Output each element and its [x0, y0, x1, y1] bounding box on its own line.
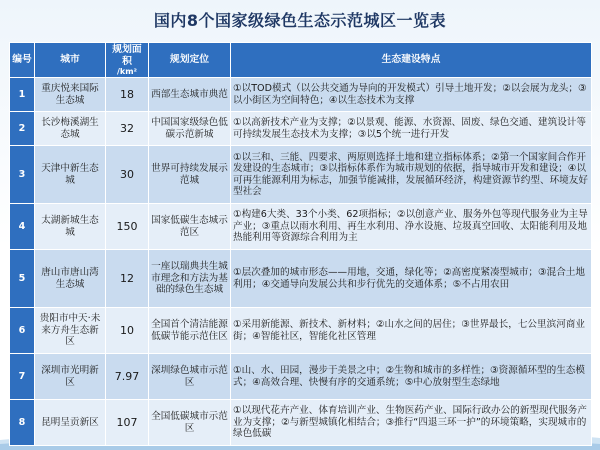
row-position: 中国国家级绿色低碳示范新城 [149, 112, 231, 146]
row-city: 太湖新城生态城 [35, 204, 106, 250]
page-title: 国内8个国家级绿色生态示范城区一览表 [153, 11, 447, 30]
row-area: 150 [106, 204, 149, 250]
row-index: 4 [10, 204, 35, 250]
table-header-row [10, 43, 592, 78]
row-position: 国家低碳生态城示范区 [149, 204, 231, 250]
row-area: 7.97 [106, 354, 149, 400]
row-area: 30 [106, 146, 149, 204]
table-row [10, 146, 592, 204]
row-area: 32 [106, 112, 149, 146]
row-position: 世界可持续发展示范城 [149, 146, 231, 204]
row-features: ①以三和、三能、四要求、两原则选择土地和建立指标体系；②第一个国家间合作开发建设的生态城市；③以指标体系作为城市规划的依据，指导城市开发和建设；④以可再生能源利用为标志，加强节能减排，发展循环经济，构建资源节约型、环境友好型社会 [231, 146, 592, 204]
row-position: 全国低碳城市示范区 [149, 400, 231, 446]
row-position: 全国首个清洁能源低碳节能示范住区 [149, 308, 231, 354]
row-city: 天津中新生态城 [35, 146, 106, 204]
row-city: 深圳市光明新区 [35, 354, 106, 400]
row-features: ①层次叠加的城市形态——用地，交通，绿化等；②高密度紧凑型城市；③混合土地利用；④交通导向发展公共和步行优先的交通体系；⑤不占用农田 [231, 250, 592, 308]
row-features: ①以现代花卉产业、体育培训产业、生物医药产业、国际行政办公的新型现代服务产业为支撑；②与新型城镇化相结合；③推行“四退三环一护”的环境策略，实现城市的绿色低碳 [231, 400, 592, 446]
row-area: 10 [106, 308, 149, 354]
table-row [10, 400, 592, 446]
row-position: 深圳绿色城市示范区 [149, 354, 231, 400]
row-city: 昆明呈贡新区 [35, 400, 106, 446]
table-row [10, 308, 592, 354]
header-features: 生态建设特点 [231, 43, 592, 78]
row-index: 8 [10, 400, 35, 446]
row-city: 重庆悦来国际生态城 [35, 78, 106, 112]
header-area-label: 规划面积 [112, 44, 142, 67]
header-index: 编号 [10, 43, 35, 78]
row-city: 贵阳市中天·未来方舟生态新区 [35, 308, 106, 354]
table-row [10, 354, 592, 400]
eco-cities-table [9, 42, 592, 446]
table-row [10, 78, 592, 112]
row-area: 12 [106, 250, 149, 308]
header-area [106, 43, 149, 78]
row-area: 107 [106, 400, 149, 446]
row-city: 唐山市唐山湾生态城 [35, 250, 106, 308]
header-position: 规划定位 [149, 43, 231, 78]
row-city: 长沙梅溪湖生态城 [35, 112, 106, 146]
row-position: 西部生态城市典范 [149, 78, 231, 112]
row-index: 2 [10, 112, 35, 146]
row-index: 3 [10, 146, 35, 204]
row-features: ①以高新技术产业为支撑；②以景观、能源、水资源、固废、绿色交通、建筑设计等可持续发展生态技术为支撑；③以5个统一进行开发 [231, 112, 592, 146]
table-row [10, 112, 592, 146]
row-features: ①以TOD模式（以公共交通为导向的开发模式）引导土地开发；②以会展为龙头；③以小街区为空间特色；④以生态技术为支撑 [231, 78, 592, 112]
row-index: 7 [10, 354, 35, 400]
row-index: 5 [10, 250, 35, 308]
table-row [10, 204, 592, 250]
header-area-unit: /km² [116, 67, 138, 77]
row-features: ①构建6大类、33个小类、62项指标；②以创意产业、服务外包等现代服务业为主导产业；③重点以雨水利用、再生水利用、净水设施、垃圾真空回收、太阳能利用及地热能利用等资源综合利用为主 [231, 204, 592, 250]
row-features: ①采用新能源、新技术、新材料；②山水之间的居住；③世界最长，七公里滨河商业街；④智能社区，智能化社区管理 [231, 308, 592, 354]
row-position: 一座以瑞典共生城市理念和方法为基础的绿色生态城 [149, 250, 231, 308]
table-row [10, 250, 592, 308]
header-city: 城市 [35, 43, 106, 78]
row-index: 1 [10, 78, 35, 112]
row-area: 18 [106, 78, 149, 112]
row-features: ①山、水、田园，漫步于美景之中；②生物和城市的多样性；③资源循环型的生态模式；④高效合理、快慢有序的交通系统；⑤中心放射型生态绿地 [231, 354, 592, 400]
row-index: 6 [10, 308, 35, 354]
